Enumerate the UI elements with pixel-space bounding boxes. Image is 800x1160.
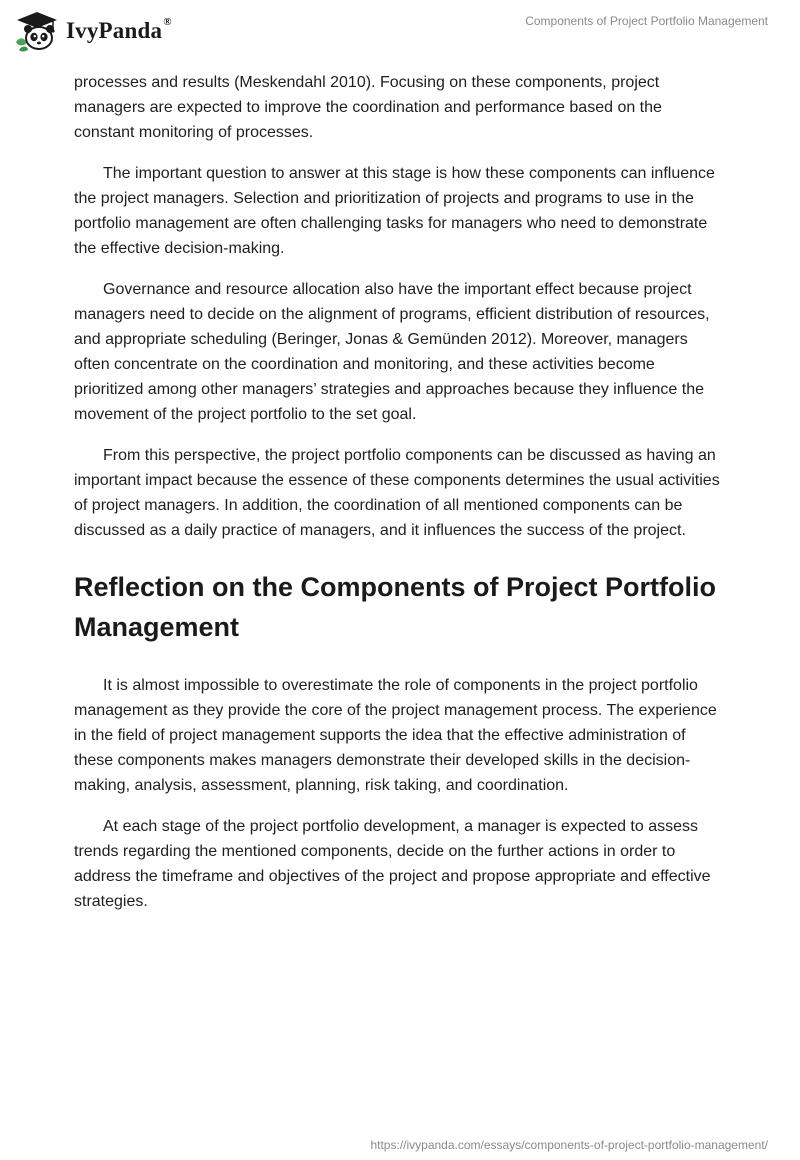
source-url[interactable]: https://ivypanda.com/essays/components-of-project-portfolio-management/ <box>370 1138 768 1152</box>
document-title: Components of Project Portfolio Management <box>525 14 768 28</box>
brand-name: IvyPanda® <box>66 16 172 43</box>
paragraph: The important question to answer at this stage is how these components can influence the project managers. Selection and prioritization of projects and programs to use in the portfolio management are often challenging tasks for managers who need to demonstrate the effective decision-making. <box>74 165 715 257</box>
section-heading: Reflection on the Components of Project Portfolio Management <box>74 572 717 642</box>
essay-content <box>74 70 726 930</box>
panda-logo-icon <box>14 10 60 52</box>
ivypanda-logo[interactable] <box>14 10 172 52</box>
paragraph: From this perspective, the project portfolio components can be discussed as having an important impact because the essence of these components determines the usual activities of project managers. In addition, the coordination of all mentioned components can be discussed as a daily practice of managers, and it influences the success of the project. <box>74 447 720 539</box>
paragraph: Governance and resource allocation also have the important effect because project managers need to decide on the alignment of programs, efficient distribution of resources, and appropriate scheduling (Beringer, Jonas & Gemünden 2012). Moreover, managers often concentrate on the coordination and monitoring, and these activities become prioritized among other managers’ strategies and approaches because they influence the movement of the project portfolio to the set goal. <box>74 281 710 423</box>
paragraph: At each stage of the project portfolio development, a manager is expected to assess trends regarding the mentioned components, decide on the further actions in order to address the timeframe and objectives of the project and propose appropriate and effective strategies. <box>74 818 711 910</box>
paragraph-continued: processes and results (Meskendahl 2010). Focusing on these components, project managers are expected to improve the coordination and performance based on the constant monitoring of processes. <box>74 74 662 141</box>
page-header <box>0 0 800 64</box>
paragraph: It is almost impossible to overestimate the role of components in the project portfolio management as they provide the core of the project management process. The experience in the field of project management supports the idea that the effective administration of these components makes managers demonstrate their developed skills in the decision-making, analysis, assessment, planning, risk taking, and coordination. <box>74 677 717 794</box>
